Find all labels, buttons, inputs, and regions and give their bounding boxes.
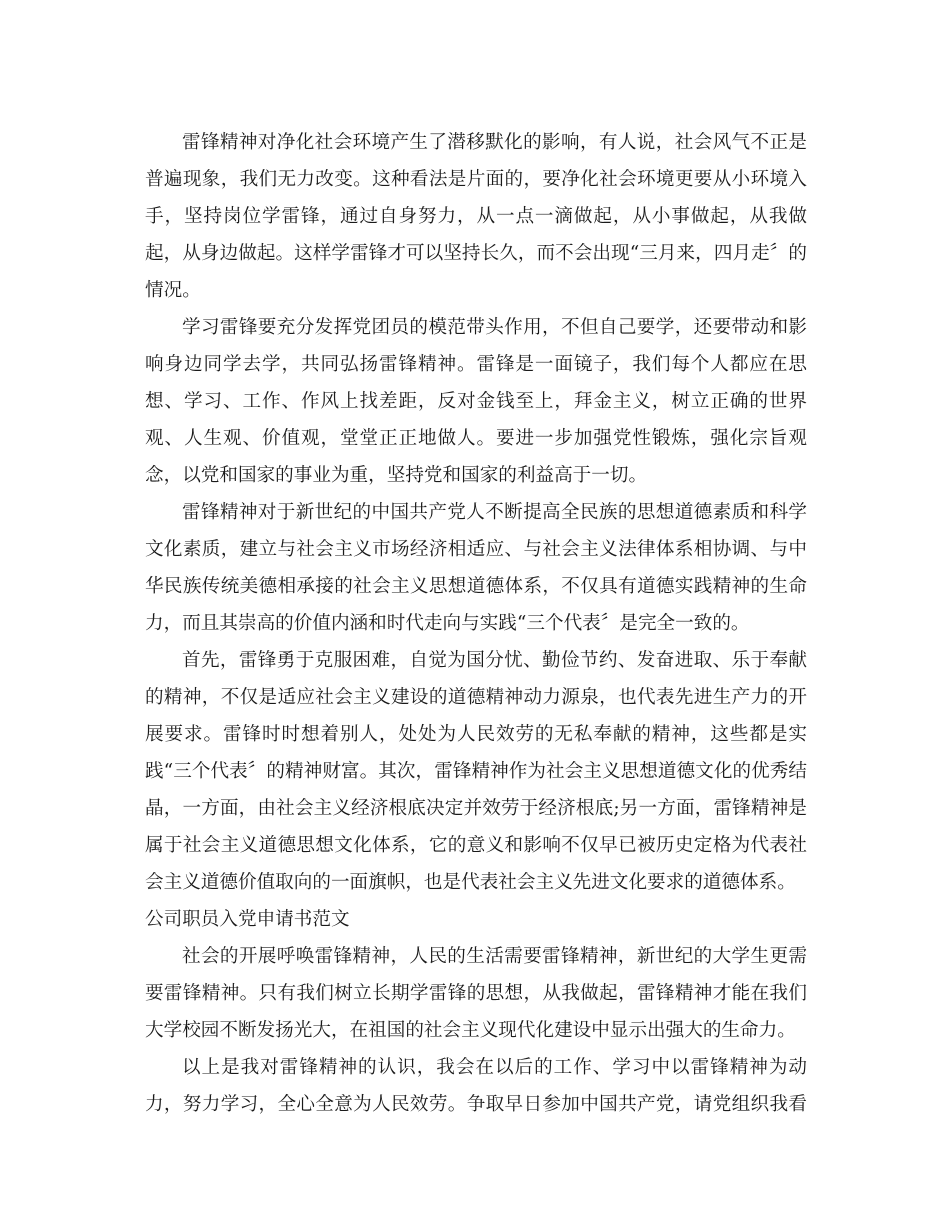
text-line: 属于社会主义道德思想文化体系，它的意义和影响不仅早已被历史定格为代表社 <box>145 835 807 856</box>
text-line: 展要求。雷锋时时想着别人，处处为人民效劳的无私奉献的精神，这些都是实 <box>145 724 807 745</box>
text-line: 晶，一方面，由社会主义经济根底决定并效劳于经济根底;另一方面，雷锋精神是 <box>145 798 807 819</box>
text-line: 起，从身边做起。这样学雷锋才可以坚持长久，而不会出现“三月来，四月走〞的 <box>145 243 807 264</box>
paragraph-3 <box>145 494 807 642</box>
text-line: 念，以党和国家的事业为重，坚持党和国家的利益高于一切。 <box>145 465 648 486</box>
paragraph-6 <box>145 1049 807 1123</box>
text-line: 观、人生观、价值观，堂堂正正地做人。要进一步加强党性锻炼，强化宗旨观 <box>145 428 807 449</box>
text-line: 雷锋精神对净化社会环境产生了潜移默化的影响，有人说，社会风气不正是 <box>182 132 807 153</box>
paragraph-4 <box>145 642 807 901</box>
text-line: 雷锋精神对于新世纪的中国共产党人不断提高全民族的思想道德素质和科学 <box>182 502 807 523</box>
section-heading <box>145 901 807 938</box>
text-line: 大学校园不断发扬光大，在祖国的社会主义现代化建设中显示出强大的生命力。 <box>145 1020 796 1041</box>
text-line: 践“三个代表〞的精神财富。其次，雷锋精神作为社会主义思想道德文化的优秀结 <box>145 761 807 782</box>
text-line: 学习雷锋要充分发挥党团员的模范带头作用，不但自己要学，还要带动和影 <box>182 317 807 338</box>
text-line: 华民族传统美德相承接的社会主义思想道德体系，不仅具有道德实践精神的生命 <box>145 576 807 597</box>
text-line: 的精神，不仅是适应社会主义建设的道德精神动力源泉，也代表先进生产力的开 <box>145 687 807 708</box>
text-line: 响身边同学去学，共同弘扬雷锋精神。雷锋是一面镜子，我们每个人都应在思 <box>145 354 807 375</box>
text-line: 手，坚持岗位学雷锋，通过自身努力，从一点一滴做起，从小事做起，从我做 <box>145 206 807 227</box>
text-line: 力，努力学习，全心全意为人民效劳。争取早日参加中国共产党，请党组织我看 <box>145 1094 807 1115</box>
text-line: 社会的开展呼唤雷锋精神，人民的生活需要雷锋精神，新世纪的大学生更需 <box>182 946 807 967</box>
paragraph-1 <box>145 124 807 309</box>
heading-line: 公司职员入党申请书范文 <box>145 909 350 930</box>
text-line: 会主义道德价值取向的一面旗帜，也是代表社会主义先进文化要求的道德体系。 <box>145 872 796 893</box>
paragraph-5 <box>145 938 807 1049</box>
text-line: 普遍现象，我们无力改变。这种看法是片面的，要净化社会环境更要从小环境入 <box>145 169 807 190</box>
text-line: 力，而且其崇高的价值内涵和时代走向与实践“三个代表〞是完全一致的。 <box>145 613 750 634</box>
text-line: 情况。 <box>145 280 201 301</box>
text-line: 要雷锋精神。只有我们树立长期学雷锋的思想，从我做起，雷锋精神才能在我们 <box>145 983 807 1004</box>
text-line: 想、学习、工作、作风上找差距，反对金钱至上，拜金主义，树立正确的世界 <box>145 391 807 412</box>
paragraph-2 <box>145 309 807 494</box>
text-line: 以上是我对雷锋精神的认识，我会在以后的工作、学习中以雷锋精神为动 <box>182 1057 807 1078</box>
text-line: 文化素质，建立与社会主义市场经济相适应、与社会主义法律体系相协调、与中 <box>145 539 807 560</box>
text-line: 首先，雷锋勇于克服困难，自觉为国分忧、勤俭节约、发奋进取、乐于奉献 <box>182 650 807 671</box>
document-body <box>145 124 807 1123</box>
